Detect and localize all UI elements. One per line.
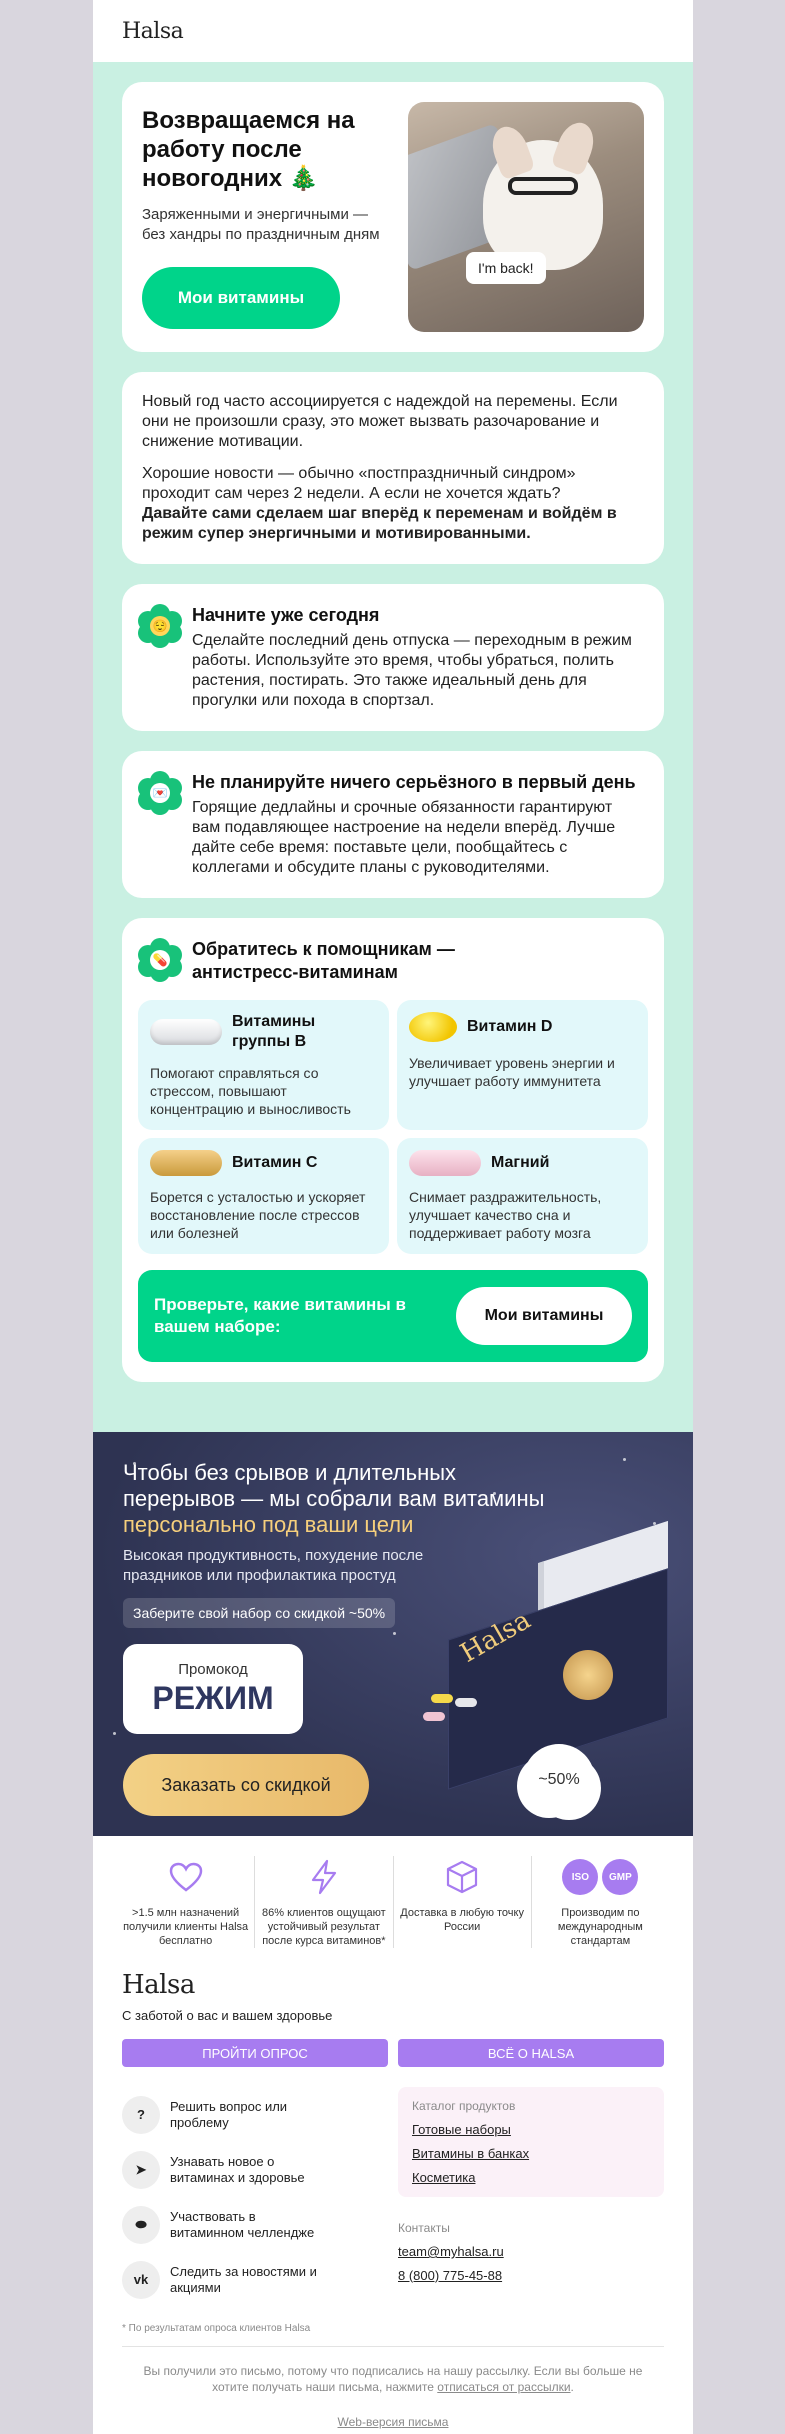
footer-links bbox=[122, 2087, 388, 2307]
promo-code-value[interactable]: РЕЖИМ bbox=[152, 1680, 274, 1716]
hero-image-dog bbox=[408, 102, 644, 332]
check-vitamins-text: Проверьте, какие витамины в вашем наборе: bbox=[154, 1295, 407, 1336]
catalog-title: Каталог продуктов bbox=[412, 2099, 516, 2113]
vitamin-desc: Помогают справляться со стрессом, повышают концентрацию и выносливость bbox=[150, 1065, 351, 1117]
telegram-icon: ➤ bbox=[122, 2151, 160, 2189]
tip-title: Начните уже сегодня bbox=[192, 605, 380, 625]
order-discount-button[interactable]: Заказать со скидкой bbox=[123, 1754, 369, 1816]
my-vitamins-button[interactable]: Мои витамины bbox=[142, 267, 340, 329]
feature-item bbox=[255, 1856, 393, 1948]
vitamin-desc: Борется с усталостью и ускоряет восстановление после стрессов или болезней bbox=[150, 1189, 366, 1241]
hero-card bbox=[122, 82, 664, 352]
vitamin-desc: Снимает раздражительность, улучшает качество сна и поддерживает работу мозга bbox=[409, 1189, 602, 1241]
flower-icon: 😌 bbox=[138, 604, 182, 648]
footer bbox=[93, 1966, 693, 2429]
capsule-icon bbox=[431, 1694, 453, 1703]
capsule-icon bbox=[455, 1698, 477, 1707]
hero-title: Возвращаемся на работу после новогодних 🎄 bbox=[142, 107, 355, 192]
web-version-link[interactable]: Web-версия письма bbox=[337, 2415, 449, 2429]
feature-item bbox=[117, 1856, 255, 1948]
vk-icon: vk bbox=[122, 2261, 160, 2299]
footnote: * По результатам опроса клиентов Halsa bbox=[122, 2323, 311, 2334]
intro-card bbox=[122, 372, 664, 564]
feature-item bbox=[532, 1856, 669, 1948]
contacts-box bbox=[398, 2221, 664, 2283]
features-row bbox=[93, 1836, 693, 1966]
tip-text: Сделайте последний день отпуска — переходным в режим работы. Используйте это время, чтобы убраться, полить растения, постирать. Это также идеальный день для прогулки или похода в спортзал. bbox=[192, 632, 632, 709]
speech-bubble: I'm back! bbox=[466, 252, 546, 284]
intro-paragraph-2: Хорошие новости — обычно «постпраздничный синдром» проходит сам через 2 недели. А если не хочется ждать? Давайте сами сделаем шаг вперёд к переменам и войдём в режим супер энергичными и мотивированными. bbox=[142, 465, 617, 542]
catalog-link-sets[interactable]: Готовые наборы bbox=[412, 2122, 511, 2137]
capsule-pink-icon bbox=[409, 1150, 481, 1176]
footer-link-challenge[interactable] bbox=[122, 2197, 388, 2252]
feature-text: Производим по международным стандартам bbox=[557, 1907, 643, 1947]
about-halsa-button[interactable]: ВСЁ О HALSA bbox=[398, 2039, 664, 2067]
promo-code-label: Промокод bbox=[178, 1661, 248, 1678]
certificate-icon bbox=[538, 1856, 663, 1898]
gmp-badge: GMP bbox=[602, 1859, 638, 1895]
vitamin-name: Витамины группы B bbox=[232, 1013, 316, 1050]
footer-link-label: Следить за новостями и акциями bbox=[170, 2263, 317, 2295]
vitamin-card-c bbox=[138, 1138, 389, 1254]
discount-tag: Заберите свой набор со скидкой ~50% bbox=[123, 1598, 395, 1628]
vitamins-grid bbox=[138, 1000, 648, 1254]
intro-paragraph-1: Новый год часто ассоциируется с надеждой на перемены. Если они не произошли сразу, это может вызвать разочарование и снижение мотивации. bbox=[142, 393, 618, 450]
vitamin-card-d bbox=[397, 1000, 648, 1130]
intro-bold: Давайте сами сделаем шаг вперёд к переменам и войдём в режим супер энергичными и мотивированными. bbox=[142, 505, 617, 542]
catalog-link-cosmetics[interactable]: Косметика bbox=[412, 2170, 476, 2185]
discount-bubble: ~50% bbox=[523, 1744, 595, 1816]
box-icon bbox=[400, 1856, 525, 1898]
iso-badge: ISO bbox=[562, 1859, 598, 1895]
catalog-box bbox=[398, 2087, 664, 2197]
unsubscribe-text: Вы получили это письмо, потому что подписались на нашу рассылку. Если вы больше не хотите получать наши письма, нажмите отписаться от рассылки. bbox=[143, 2364, 643, 2394]
pill-icon: ⬬ bbox=[122, 2206, 160, 2244]
footer-logo[interactable]: Halsa bbox=[122, 1970, 195, 2000]
header bbox=[93, 0, 693, 62]
tip-title: Не планируйте ничего серьёзного в первый день bbox=[192, 772, 636, 792]
vitamin-card-b bbox=[138, 1000, 389, 1130]
divider bbox=[122, 2346, 664, 2347]
feature-text: 86% клиентов ощущают устойчивый результат после курса витаминов* bbox=[262, 1907, 386, 1947]
feature-text: >1.5 млн назначений получили клиенты Halsa бесплатно bbox=[123, 1907, 249, 1947]
footer-tagline: С заботой о вас и вашем здоровье bbox=[122, 2008, 333, 2023]
footer-link-label: Участвовать в витаминном челлендже bbox=[170, 2208, 315, 2240]
vitamin-desc: Увеличивает уровень энергии и улучшает работу иммунитета bbox=[409, 1055, 615, 1089]
email-page bbox=[93, 0, 693, 2434]
footer-link-label: Решить вопрос или проблему bbox=[170, 2098, 288, 2130]
lightning-icon bbox=[261, 1856, 386, 1898]
feature-text: Доставка в любую точку России bbox=[400, 1907, 524, 1933]
capsule-gold-icon bbox=[150, 1150, 222, 1176]
softgel-yellow-icon bbox=[409, 1012, 457, 1042]
flower-icon: 💊 bbox=[138, 938, 182, 982]
moon-shape bbox=[563, 1650, 613, 1700]
promo-banner bbox=[93, 1432, 693, 1836]
vitamin-name: Магний bbox=[491, 1154, 550, 1171]
my-vitamins-button-2[interactable]: Мои витамины bbox=[456, 1287, 632, 1345]
capsule-white-icon bbox=[150, 1019, 222, 1045]
vitamin-name: Витамин C bbox=[232, 1154, 318, 1171]
heart-icon bbox=[123, 1856, 248, 1898]
content-area bbox=[93, 62, 693, 1432]
footer-link-vk[interactable] bbox=[122, 2252, 388, 2307]
brand-logo[interactable]: Halsa bbox=[122, 18, 184, 44]
question-icon: ? bbox=[122, 2096, 160, 2134]
box-logo: Halsa bbox=[455, 1605, 536, 1669]
contact-email-link[interactable]: team@myhalsa.ru bbox=[398, 2244, 504, 2259]
catalog-link-jars[interactable]: Витамины в банках bbox=[412, 2146, 530, 2161]
promo-title: Чтобы без срывов и длительных перерывов — мы собрали вам витамины персонально под ваши цели bbox=[123, 1460, 545, 1537]
check-vitamins-bar bbox=[138, 1270, 648, 1362]
flower-icon: 💌 bbox=[138, 771, 182, 815]
footer-link-support[interactable] bbox=[122, 2087, 388, 2142]
tip-text: Горящие дедлайны и срочные обязанности гарантируют вам подавляющее настроение на недели вперёд. Лучше дайте себе время: поставьте цели, пообщайтесь с коллегами и обсудите планы с руководителями. bbox=[192, 799, 616, 876]
footer-link-telegram[interactable] bbox=[122, 2142, 388, 2197]
capsule-icon bbox=[423, 1712, 445, 1721]
hero-subtitle: Заряженными и энергичными — без хандры по праздничным дням bbox=[142, 206, 380, 243]
tip-card-1 bbox=[122, 584, 664, 731]
contacts-title: Контакты bbox=[398, 2221, 450, 2235]
promo-subtitle: Высокая продуктивность, похудение после праздников или профилактика простуд bbox=[123, 1547, 424, 1584]
contact-phone-link[interactable]: 8 (800) 775-45-88 bbox=[398, 2268, 503, 2283]
feature-item bbox=[394, 1856, 532, 1948]
vitamins-card bbox=[122, 918, 664, 1382]
promo-code-box[interactable] bbox=[123, 1644, 303, 1734]
take-survey-button[interactable]: ПРОЙТИ ОПРОС bbox=[122, 2039, 388, 2067]
tip-card-2 bbox=[122, 751, 664, 898]
unsubscribe-link[interactable]: отписаться от рассылки bbox=[437, 2380, 571, 2394]
footer-link-label: Узнавать новое о витаминах и здоровье bbox=[170, 2153, 305, 2185]
vitamin-name: Витамин D bbox=[467, 1018, 553, 1035]
glasses-shape bbox=[508, 177, 578, 195]
tip-title: Обратитесь к помощникам — антистресс-витаминам bbox=[192, 939, 455, 982]
vitamin-card-magnesium bbox=[397, 1138, 648, 1254]
